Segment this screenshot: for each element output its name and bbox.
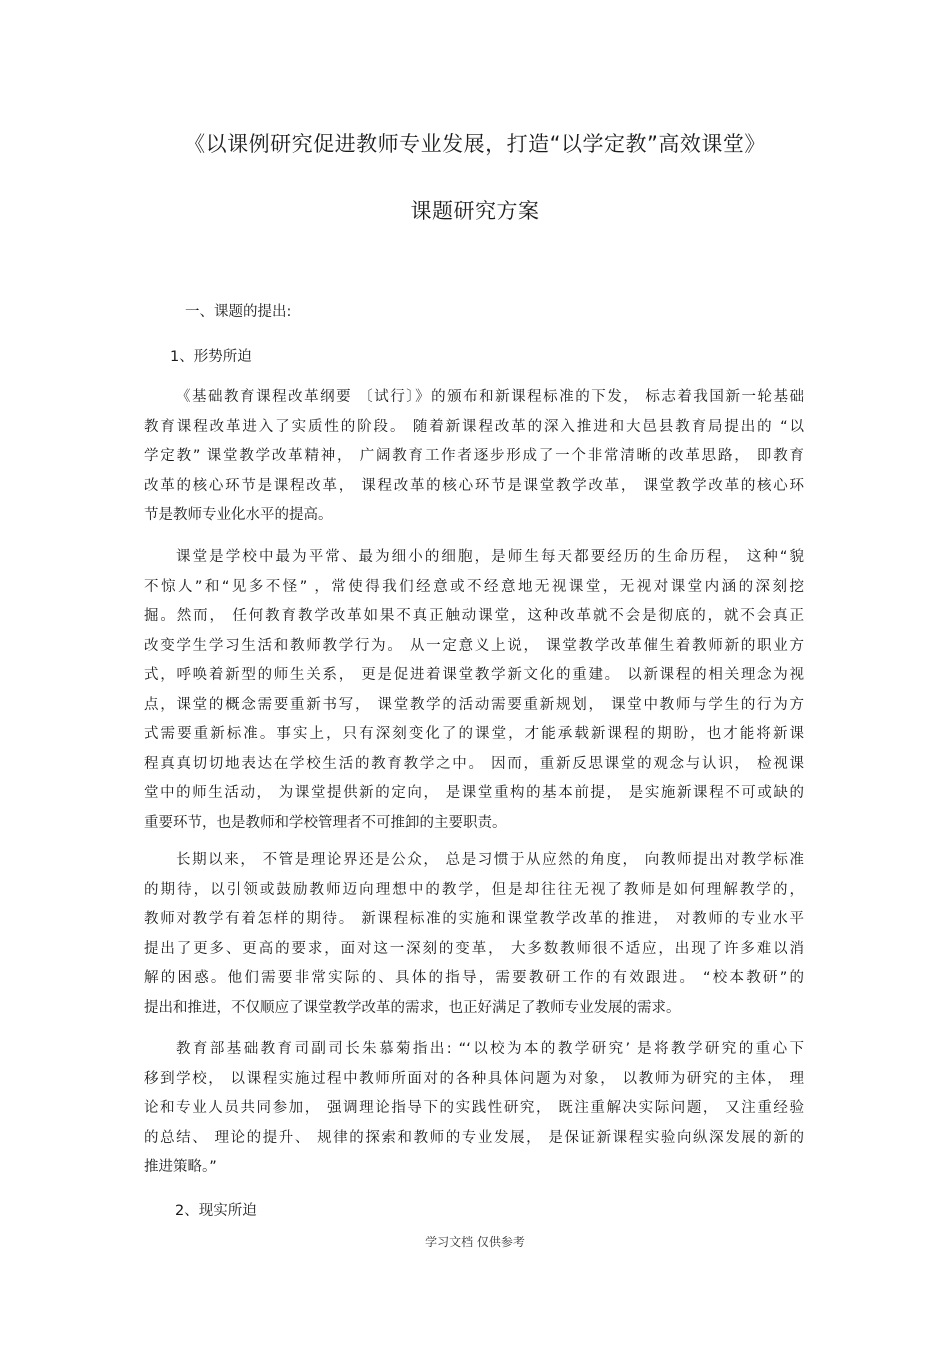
paragraph-line: 掘。然而， 任何教育教学改革如果不真正触动课堂，这种改革就不会是彻底的，就不会真正 xyxy=(144,608,804,624)
paragraph-1 xyxy=(144,383,804,531)
paragraph-line: 提出了更多、更高的要求，面对这一深刻的变革， 大多数教师很不适应，出现了许多难以消 xyxy=(144,940,804,957)
paragraph-4 xyxy=(144,1035,804,1183)
subsection-heading-1: 1、形势所迫 xyxy=(170,349,252,365)
paragraph-2 xyxy=(144,543,804,838)
paragraph-line: 论和专业人员共同参加， 强调理论指导下的实践性研究， 既注重解决实际问题， 又注重经验 xyxy=(144,1100,804,1116)
paragraph-line: 堂中的师生活动， 为课堂提供新的定向， 是课堂重构的基本前提， 是实施新课程不可或缺的 xyxy=(144,785,804,801)
document-subtitle: 课题研究方案 xyxy=(410,199,540,223)
paragraph-line: 程真真切切地表达在学校生活的教育教学之中。 因而，重新反思课堂的观念与认识， 检视课 xyxy=(144,755,804,772)
paragraph-line: 长期以来， 不管是理论界还是公众， 总是习惯于从应然的角度， 向教师提出对教学标准 xyxy=(176,852,804,868)
paragraph-line: 推进策略。” xyxy=(144,1159,217,1175)
paragraph-line: 提出和推进，不仅顺应了课堂教学改革的需求，也正好满足了教师专业发展的需求。 xyxy=(144,999,681,1016)
paragraph-line: 学定教” 课堂教学改革精神， 广阔教育工作者逐步形成了一个非常清晰的改革思路， 即教育 xyxy=(144,448,804,464)
document-title: 《以课例研究促进教师专业发展，打造“以学定教”高效课堂》 xyxy=(184,132,766,156)
paragraph-line: 课堂是学校中最为平常、最为细小的细胞，是师生每天都要经历的生命历程， 这种“貌 xyxy=(176,549,804,565)
paragraph-line: 教育部基础教育司副司长朱慕菊指出: “‘以校为本的教学研究’ 是将教学研究的重心下 xyxy=(176,1041,804,1057)
paragraph-line: 改变学生学习生活和教师教学行为。 从一定意义上说， 课堂教学改革催生着教师新的职业方 xyxy=(144,637,804,654)
section-heading-1: 一、课题的提出: xyxy=(185,304,292,320)
paragraph-line: 改革的核心环节是课程改革， 课程改革的核心环节是课堂教学改革， 课堂教学改革的核心环 xyxy=(144,477,804,494)
paragraph-3 xyxy=(144,846,804,1023)
paragraph-line: 式需要重新标准。事实上，只有深刻变化了的课堂，才能承载新课程的期盼，也才能将新课 xyxy=(144,726,804,742)
paragraph-line: 式，呼唤着新型的师生关系， 更是促进着课堂教学新文化的重建。 以新课程的相关理念为视 xyxy=(144,667,804,683)
paragraph-line: 《基础教育课程改革纲要 〔试行〕》的颁布和新课程标准的下发， 标志着我国新一轮基础 xyxy=(176,389,804,405)
paragraph-line: 点，课堂的概念需要重新书写， 课堂教学的活动需要重新规划， 课堂中教师与学生的行为方 xyxy=(144,696,804,713)
paragraph-line: 不惊人”和“见多不怪” ，常使得我们经意或不经意地无视课堂，无视对课堂内涵的深刻挖 xyxy=(144,578,804,595)
paragraph-line: 的总结、 理论的提升、 规律的探索和教师的专业发展， 是保证新课程实验向纵深发展的新的 xyxy=(144,1129,804,1146)
paragraph-line: 教育课程改革进入了实质性的阶段。 随着新课程改革的深入推进和大邑县教育局提出的 “以 xyxy=(144,418,804,435)
paragraph-line: 移到学校， 以课程实施过程中教师所面对的各种具体问题为对象， 以教师为研究的主体， 理 xyxy=(144,1070,804,1087)
paragraph-line: 重要环节，也是教师和学校管理者不可推卸的主要职责。 xyxy=(144,814,507,831)
page-footer: 学习文档 仅供参考 xyxy=(425,1235,525,1249)
subsection-heading-2: 2、现实所迫 xyxy=(175,1203,257,1219)
paragraph-line: 的期待，以引领或鼓励教师迈向理想中的教学，但是却往往无视了教师是如何理解教学的， xyxy=(144,881,804,898)
paragraph-line: 解的困惑。他们需要非常实际的、具体的指导，需要教研工作的有效跟进。 “校本教研”的 xyxy=(144,970,804,986)
paragraph-line: 教师对教学有着怎样的期待。 新课程标准的实施和课堂教学改革的推进， 对教师的专业水平 xyxy=(144,911,804,927)
paragraph-line: 节是教师专业化水平的提高。 xyxy=(144,507,333,523)
